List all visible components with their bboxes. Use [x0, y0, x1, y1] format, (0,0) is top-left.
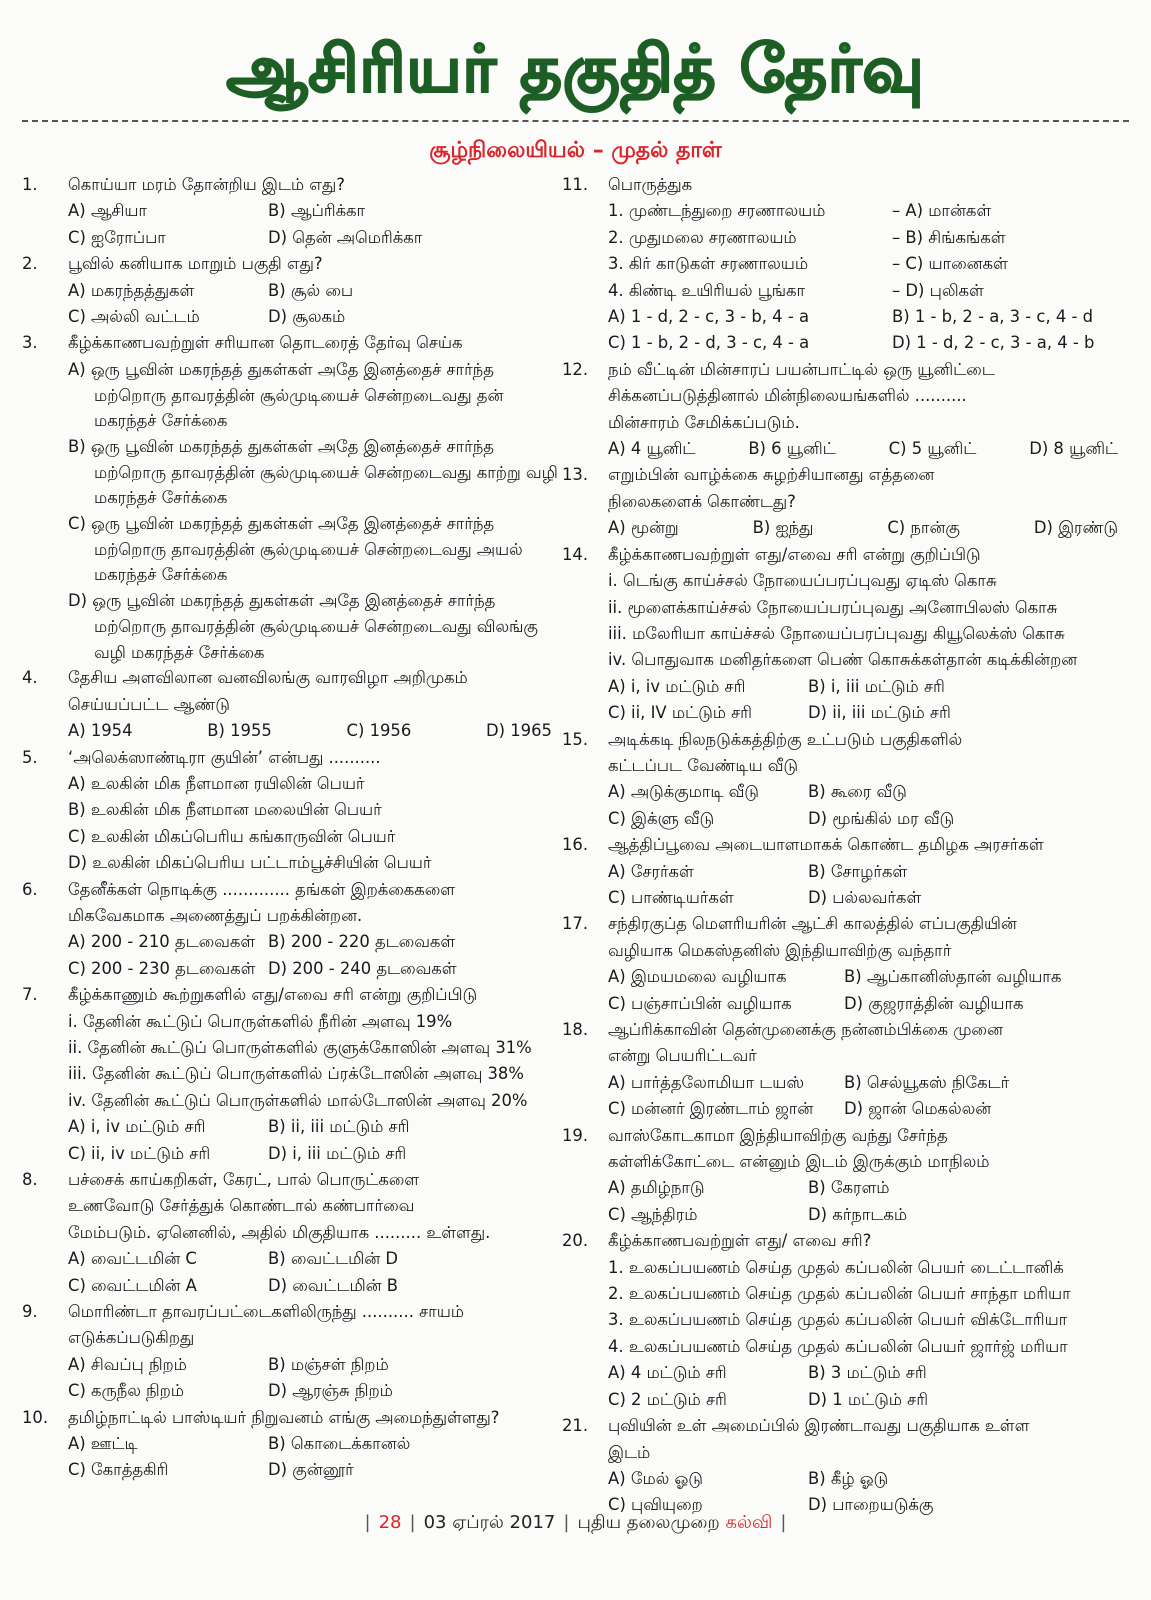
- answer-option: D) ஜான் மெகல்லன்: [844, 1099, 992, 1119]
- footer-separator: |: [563, 1512, 570, 1533]
- question-number: 10.: [22, 1407, 49, 1427]
- question-item: [22, 1167, 562, 1299]
- answer-option: C) கோத்தகிரி: [68, 1460, 169, 1480]
- question-number: 20.: [562, 1231, 589, 1251]
- answer-option-row: [608, 330, 1128, 356]
- answer-option: D) பாறையடுக்கு: [808, 1495, 934, 1515]
- question-number: 13.: [562, 465, 589, 485]
- question-item: [22, 982, 562, 1167]
- answer-option: B) ஆப்ரிக்கா: [268, 201, 366, 221]
- section-subtitle: சூழ்நிலையியல் – முதல் தாள்: [429, 138, 722, 163]
- answer-option: D) 8 யூனிட்: [1029, 439, 1118, 459]
- answer-option: A) 200 - 210 தடவைகள்: [68, 932, 256, 952]
- answer-option: C) ஐரோப்பா: [68, 227, 166, 247]
- issue-date: 03 ஏப்ரல் 2017: [423, 1512, 556, 1533]
- match-right: – D) புலிகள்: [892, 280, 984, 300]
- question-body: [68, 745, 562, 877]
- question-text: iv. தேனின் கூட்டுப் பொருள்களில் மால்டோஸின் அளவு 20%: [68, 1090, 528, 1110]
- answer-option: D) குஜராத்தின் வழியாக: [844, 993, 1024, 1013]
- question-number: 19.: [562, 1125, 589, 1145]
- question-item: [562, 1017, 1128, 1123]
- answer-option: D) 1 மட்டும் சரி: [808, 1389, 929, 1409]
- question-item: [562, 462, 1128, 541]
- question-text: மின்சாரம் சேமிக்கப்படும்.: [608, 412, 800, 432]
- answer-option: C) மன்னர் இரண்டாம் ஜான்: [608, 1099, 814, 1119]
- answer-option: B) செல்யூகஸ் நிகேடர்: [844, 1072, 1010, 1092]
- answer-options: [608, 515, 1128, 541]
- question-body: [608, 832, 1128, 911]
- question-text: கீழ்க்காணும் கூற்றுகளில் எது/எவை சரி என்று குறிப்பிடு: [68, 985, 478, 1005]
- answer-option: C) உலகின் மிகப்பெரிய கங்காருவின் பெயர்: [68, 826, 396, 846]
- question-item: [562, 357, 1128, 463]
- answer-option: A) i, iv மட்டும் சரி: [68, 1117, 206, 1137]
- question-body: [608, 1123, 1128, 1229]
- question-column-left: [22, 172, 562, 1484]
- question-text: பூவில் கனியாக மாறும் பகுதி எது?: [68, 254, 323, 274]
- question-text: பச்சைக் காய்கறிகள், கேரட், பால் பொருட்களை: [68, 1170, 420, 1189]
- answer-option-row: [68, 1431, 562, 1457]
- answer-option: D) 200 - 240 தடவைகள்: [268, 958, 457, 978]
- match-row: [608, 251, 1128, 277]
- question-text: அடிக்கடி நிலநடுக்கத்திற்கு உட்படும் பகுதிகளில்: [608, 729, 963, 749]
- match-left: 1. முண்டந்துறை சரணாலயம்: [608, 201, 826, 221]
- question-number: 7.: [22, 985, 38, 1005]
- answer-option: A) 1 - d, 2 - c, 3 - b, 4 - a: [608, 307, 809, 327]
- answer-option: A) 1954: [68, 721, 133, 741]
- question-number: 5.: [22, 747, 38, 767]
- answer-option: D) ஒரு பூவின் மகரந்தத் துகள்கள் அதே இனத்தைச் சார்ந்த மற்றொரு தாவரத்தின் சூல்முடியைச் சென்றடைவது விலங்கு வழி மகரந்தச் சேர்க்கை: [68, 591, 538, 662]
- match-row: [608, 225, 1128, 251]
- question-body: [68, 251, 562, 330]
- footer-separator: |: [409, 1512, 416, 1533]
- match-right: – A) மான்கள்: [892, 201, 992, 221]
- answer-option: B) சூல் பை: [268, 280, 354, 300]
- answer-option: C) 5 யூனிட்: [888, 439, 977, 459]
- answer-option: A) மேல் ஓடு: [608, 1468, 703, 1488]
- answer-option: C) கருநீல நிறம்: [68, 1381, 184, 1401]
- answer-option-row: [608, 1360, 1128, 1386]
- answer-option: D) தென் அமெரிக்கா: [268, 227, 423, 247]
- answer-option-row: [608, 1096, 1128, 1122]
- answer-option: A) மகரந்தத்துகள்: [68, 280, 195, 300]
- question-item: [562, 727, 1128, 833]
- question-number: 4.: [22, 668, 38, 688]
- question-body: [68, 172, 562, 251]
- answer-option: B) சோழர்கள்: [808, 861, 908, 881]
- question-text: தமிழ்நாட்டில் பாஸ்டியர் நிறுவனம் எங்கு அமைந்துள்ளது?: [68, 1407, 500, 1427]
- question-body: [608, 1228, 1128, 1413]
- answer-option-row: [68, 1114, 562, 1140]
- answer-option: A) ஊட்டி: [68, 1434, 138, 1454]
- answer-option: C) ii, IV மட்டும் சரி: [608, 703, 752, 723]
- answer-option: D) ஆரஞ்சு நிறம்: [268, 1381, 393, 1401]
- question-item: [562, 542, 1128, 727]
- answer-option: A) தமிழ்நாடு: [608, 1178, 705, 1198]
- magazine-name: புதிய தலைமுறை: [577, 1512, 720, 1533]
- answer-option: B) கேரளம்: [808, 1178, 890, 1198]
- question-number: 21.: [562, 1416, 589, 1436]
- question-item: [22, 330, 562, 665]
- answer-option-row: [608, 964, 1128, 990]
- answer-option-row: [608, 1387, 1128, 1413]
- question-text: ‘அலெக்ஸாண்டிரா குயின்’ என்பது ..........: [68, 747, 381, 767]
- answer-option: B) கொடைக்கானல்: [268, 1434, 411, 1454]
- answer-option-row: [68, 929, 562, 955]
- question-text: 1. உலகப்பயணம் செய்த முதல் கப்பலின் பெயர் டைட்டானிக்: [608, 1257, 1064, 1277]
- answer-option: B) 1 - b, 2 - a, 3 - c, 4 - d: [892, 307, 1094, 327]
- answer-option-row: [68, 1457, 562, 1483]
- question-number: 18.: [562, 1020, 589, 1039]
- answer-option: B) 6 யூனிட்: [748, 439, 836, 459]
- question-text: வழியாக மெகஸ்தனிஸ் இந்தியாவிற்கு வந்தார்: [608, 940, 952, 960]
- answer-option: B) மஞ்சள் நிறம்: [268, 1354, 389, 1374]
- answer-option: B) கூரை வீடு: [808, 782, 907, 802]
- question-item: [22, 665, 562, 744]
- question-body: [608, 462, 1128, 541]
- question-body: [68, 982, 562, 1167]
- answer-option: C) அல்லி வட்டம்: [68, 307, 200, 327]
- answer-option-row: [608, 779, 1128, 805]
- answer-option-row: [68, 278, 562, 304]
- answer-option-row: [68, 956, 562, 982]
- answer-option: C) பஞ்சாப்பின் வழியாக: [608, 993, 792, 1013]
- answer-option: C) 1 - b, 2 - d, 3 - c, 4 - a: [608, 333, 810, 353]
- question-body: [68, 330, 562, 665]
- answer-option: B) i, iii மட்டும் சரி: [808, 676, 945, 696]
- question-column-right: [562, 172, 1128, 1519]
- question-text: 4. உலகப்பயணம் செய்த முதல் கப்பலின் பெயர் ஜார்ஜ் மரியா: [608, 1336, 1068, 1356]
- question-number: 2.: [22, 254, 38, 274]
- question-text: செய்யப்பட்ட ஆண்டு: [68, 694, 230, 714]
- question-text: தேசிய அளவிலான வனவிலங்கு வாரவிழா அறிமுகம்: [68, 668, 468, 688]
- question-text: கீழ்க்காணபவற்றுள் எது/எவை சரி என்று குறிப்பிடு: [608, 544, 981, 564]
- question-text: ii. தேனின் கூட்டுப் பொருள்களில் குளுக்கோஸின் அளவு 31%: [68, 1037, 532, 1057]
- page-number: 28: [378, 1512, 402, 1533]
- question-text: i. தேனின் கூட்டுப் பொருள்களில் நீரின் அளவு 19%: [68, 1011, 453, 1031]
- question-text: ii. மூளைக்காய்ச்சல் நோயைப்பரப்புவது அனோபிலஸ் கொசு: [608, 597, 1058, 617]
- question-text: கொய்யா மரம் தோன்றிய இடம் எது?: [68, 175, 345, 194]
- answer-option: D) வைட்டமின் B: [268, 1275, 398, 1295]
- question-text: iii. மலேரியா காய்ச்சல் நோயைப்பரப்புவது கியூலெக்ஸ் கொசு: [608, 623, 1065, 643]
- question-text: நிலைகளைக் கொண்டது?: [608, 491, 796, 511]
- question-text: 3. உலகப்பயணம் செய்த முதல் கப்பலின் பெயர் விக்டோரியா: [608, 1310, 1068, 1330]
- page-footer: [0, 1512, 1151, 1535]
- question-text: கட்டப்பட வேண்டிய வீடு: [608, 755, 799, 775]
- question-body: [608, 357, 1128, 463]
- question-text: பொருத்துக: [608, 175, 693, 194]
- question-body: [608, 727, 1128, 833]
- question-text: ஆப்ரிக்காவின் தென்முனைக்கு நன்னம்பிக்கை முனை: [608, 1020, 1003, 1039]
- answer-option: C) ii, iv மட்டும் சரி: [68, 1143, 211, 1163]
- answer-option: D) இரண்டு: [1033, 518, 1118, 538]
- dashed-divider: [22, 120, 1129, 122]
- answer-option: A) சிவப்பு நிறம்: [68, 1354, 187, 1374]
- question-item: [562, 911, 1128, 1017]
- answer-option-row: [608, 885, 1128, 911]
- answer-option: B) 200 - 220 தடவைகள்: [268, 932, 456, 952]
- answer-options: [608, 436, 1128, 462]
- question-text: புவியின் உள் அமைப்பில் இரண்டாவது பகுதியாக உள்ள: [608, 1416, 1030, 1436]
- question-text: சிக்கனப்படுத்தினால் மின்நிலையங்களில் ..........: [608, 386, 967, 406]
- question-text: வாஸ்கோடகாமா இந்தியாவிற்கு வந்து சேர்ந்த: [608, 1125, 948, 1145]
- answer-option: A) i, iv மட்டும் சரி: [608, 676, 746, 696]
- question-number: 14.: [562, 544, 589, 564]
- question-text: இடம்: [608, 1442, 651, 1462]
- question-text: நம் வீட்டின் மின்சாரப் பயன்பாட்டில் ஒரு யூனிட்டை: [608, 359, 995, 379]
- answer-option: C) நான்கு: [887, 518, 960, 538]
- answer-option-row: [68, 1352, 562, 1378]
- answer-option: D) கர்நாடகம்: [808, 1204, 908, 1224]
- answer-option-row: [608, 1070, 1128, 1096]
- question-item: [22, 745, 562, 877]
- question-body: [68, 665, 562, 744]
- answer-option-row: [608, 304, 1128, 330]
- answer-option: C) வைட்டமின் A: [68, 1275, 197, 1295]
- question-text: கள்ளிக்கோட்டை என்னும் இடம் இருக்கும் மாநிலம்: [608, 1152, 990, 1172]
- question-text: கீழ்க்காணபவற்றுள் சரியான தொடரைத் தேர்வு செய்க: [68, 333, 463, 353]
- answer-option: C) புவியுறை: [608, 1495, 703, 1515]
- answer-option: B) 3 மட்டும் சரி: [808, 1363, 927, 1383]
- question-item: [22, 172, 562, 251]
- answer-option: A) ஆசியா: [68, 201, 147, 221]
- answer-options: [68, 357, 562, 665]
- footer-separator: |: [780, 1512, 787, 1533]
- answer-option-row: [608, 700, 1128, 726]
- answer-option: D) 1965: [486, 721, 552, 741]
- answer-option: C) 1956: [346, 721, 412, 741]
- answer-option-row: [68, 1141, 562, 1167]
- question-text: எடுக்கப்படுகிறது: [68, 1328, 195, 1348]
- match-row: [608, 278, 1128, 304]
- question-item: [22, 1405, 562, 1484]
- match-right: – B) சிங்கங்கள்: [892, 227, 1006, 247]
- answer-option: A) 4 மட்டும் சரி: [608, 1363, 727, 1383]
- answer-option: C) ஆந்திரம்: [608, 1204, 698, 1224]
- answer-option: C) பாண்டியர்கள்: [608, 887, 734, 907]
- question-body: [608, 172, 1128, 357]
- answer-option: B) ii, iii மட்டும் சரி: [268, 1117, 410, 1137]
- answer-option: D) 1 - d, 2 - c, 3 - a, 4 - b: [892, 333, 1095, 353]
- question-text: ஆத்திப்பூவை அடையாளமாகக் கொண்ட தமிழக அரசர்கள்: [608, 835, 1044, 855]
- question-number: 8.: [22, 1170, 38, 1189]
- footer-separator: |: [364, 1512, 371, 1533]
- question-body: [608, 1413, 1128, 1519]
- answer-option-row: [608, 806, 1128, 832]
- answer-option: B) 1955: [207, 721, 272, 741]
- question-item: [562, 1413, 1128, 1519]
- answer-option: A) வைட்டமின் C: [68, 1249, 197, 1269]
- answer-option: B) கீழ் ஓடு: [808, 1468, 889, 1488]
- answer-option: B) வைட்டமின் D: [268, 1249, 398, 1269]
- answer-option: D) உலகின் மிகப்பெரிய பட்டாம்பூச்சியின் பெயர்: [68, 853, 432, 873]
- answer-option: D) சூலகம்: [268, 307, 346, 327]
- question-number: 9.: [22, 1302, 38, 1322]
- answer-option-row: [608, 1175, 1128, 1201]
- answer-option: A) பார்த்தலோமியா டயஸ்: [608, 1072, 804, 1092]
- answer-option: D) பல்லவர்கள்: [808, 887, 922, 907]
- answer-option-row: [68, 198, 562, 224]
- question-body: [68, 1405, 562, 1484]
- question-number: 3.: [22, 333, 38, 353]
- answer-option-row: [68, 225, 562, 251]
- answer-option: B) ஒரு பூவின் மகரந்தத் துகள்கள் அதே இனத்தைச் சார்ந்த மற்றொரு தாவரத்தின் சூல்முடியைச் சென்றடைவது காற்று வழி மகரந்தச் சேர்க்கை: [68, 436, 558, 508]
- answer-option-row: [68, 1378, 562, 1404]
- question-text: iii. தேனின் கூட்டுப் பொருள்களில் ப்ரக்டோஸின் அளவு 38%: [68, 1064, 524, 1084]
- answer-option-row: [608, 859, 1128, 885]
- question-text: சந்திரகுப்த மௌரியரின் ஆட்சி காலத்தில் எப்பகுதியின்: [608, 914, 1017, 934]
- answer-option-row: [68, 1246, 562, 1272]
- question-text: 2. உலகப்பயணம் செய்த முதல் கப்பலின் பெயர் சாந்தா மரியா: [608, 1284, 1071, 1304]
- question-text: கீழ்க்காணபவற்றுள் எது/ எவை சரி?: [608, 1231, 872, 1251]
- answer-option: D) ii, iii மட்டும் சரி: [808, 703, 951, 723]
- question-item: [562, 1228, 1128, 1413]
- question-text: i. டெங்கு காய்ச்சல் நோயைப்பரப்புவது ஏடிஸ் கொசு: [608, 571, 997, 591]
- question-number: 15.: [562, 729, 589, 749]
- question-item: [22, 251, 562, 330]
- answer-option: C) ஒரு பூவின் மகரந்தத் துகள்கள் அதே இனத்தைச் சார்ந்த மற்றொரு தாவரத்தின் சூல்முடியைச் சென்றடைவது அயல் மகரந்தச் சேர்க்கை: [68, 514, 523, 585]
- question-number: 11.: [562, 175, 589, 194]
- answer-option: D) i, iii மட்டும் சரி: [268, 1143, 407, 1163]
- question-body: [68, 877, 562, 983]
- question-body: [608, 1017, 1128, 1123]
- answer-option-row: [68, 1273, 562, 1299]
- question-number: 12.: [562, 359, 589, 379]
- question-text: மேம்படும். ஏனெனில், அதில் மிகுதியாக ......... உள்ளது.: [68, 1222, 491, 1242]
- question-text: மொரிண்டா தாவரப்பட்டைகளிலிருந்து .......... சாயம்: [68, 1302, 464, 1322]
- question-text: என்று பெயரிட்டவர்: [608, 1046, 757, 1066]
- question-body: [608, 911, 1128, 1017]
- answer-option: B) ஐந்து: [752, 518, 814, 538]
- question-item: [22, 1299, 562, 1405]
- question-body: [608, 542, 1128, 727]
- answer-option: A) மூன்று: [608, 518, 679, 538]
- answer-option-row: [68, 304, 562, 330]
- question-number: 16.: [562, 835, 589, 855]
- answer-option: B) ஆப்கானிஸ்தான் வழியாக: [844, 967, 1062, 987]
- answer-option: A) சேரர்கள்: [608, 861, 694, 881]
- answer-option: A) ஒரு பூவின் மகரந்தத் துகள்கள் அதே இனத்தைச் சார்ந்த மற்றொரு தாவரத்தின் சூல்முடியைச் சென்றடைவது தன் மகரந்தச் சேர்க்கை: [68, 359, 504, 431]
- answer-options: [68, 718, 562, 744]
- answer-option: A) அடுக்குமாடி வீடு: [608, 782, 759, 802]
- match-left: 4. கிண்டி உயிரியல் பூங்கா: [608, 280, 806, 300]
- magazine-section: கல்வி: [725, 1512, 773, 1533]
- match-left: 2. முதுமலை சரணாலயம்: [608, 227, 797, 247]
- page-title: ஆசிரியர் தகுதித் தேர்வு: [226, 33, 925, 107]
- question-text: iv. பொதுவாக மனிதர்களை பெண் கொசுக்கள்தான் கடிக்கின்றன: [608, 650, 1078, 670]
- question-item: [562, 832, 1128, 911]
- question-number: 17.: [562, 914, 589, 934]
- question-text: மிகவேகமாக அணைத்துப் பறக்கின்றன.: [68, 905, 363, 925]
- answer-option: C) 200 - 230 தடவைகள்: [68, 958, 256, 978]
- answer-option-row: [608, 991, 1128, 1017]
- question-body: [68, 1299, 562, 1405]
- question-item: [562, 1123, 1128, 1229]
- match-right: – C) யானைகள்: [892, 254, 1008, 274]
- answer-option: C) இக்ளு வீடு: [608, 808, 715, 828]
- question-number: 6.: [22, 879, 38, 899]
- answer-option: A) உலகின் மிக நீளமான ரயிலின் பெயர்: [68, 773, 365, 793]
- question-item: [22, 877, 562, 983]
- answer-option: C) 2 மட்டும் சரி: [608, 1389, 727, 1409]
- answer-option: D) மூங்கில் மர வீடு: [808, 808, 955, 828]
- answer-option: B) உலகின் மிக நீளமான மலையின் பெயர்: [68, 800, 382, 820]
- answer-option-row: [608, 1466, 1128, 1492]
- question-text: எறும்பின் வாழ்க்கை சுழற்சியானது எத்தனை: [608, 465, 935, 485]
- question-text: உணவோடு சேர்த்துக் கொண்டால் கண்பார்வை: [68, 1196, 415, 1216]
- answer-option-row: [608, 674, 1128, 700]
- answer-option-row: [608, 1202, 1128, 1228]
- question-item: [562, 172, 1128, 357]
- match-left: 3. கிர் காடுகள் சரணாலயம்: [608, 254, 809, 274]
- answer-option: A) இமயமலை வழியாக: [608, 967, 787, 987]
- question-number: 1.: [22, 175, 38, 194]
- question-text: தேனீக்கள் நொடிக்கு ............. தங்கள் இறக்கைகளை: [68, 879, 456, 899]
- match-row: [608, 198, 1128, 224]
- answer-option: A) 4 யூனிட்: [608, 439, 696, 459]
- answer-option: D) குன்னூர்: [268, 1460, 354, 1480]
- question-body: [68, 1167, 562, 1299]
